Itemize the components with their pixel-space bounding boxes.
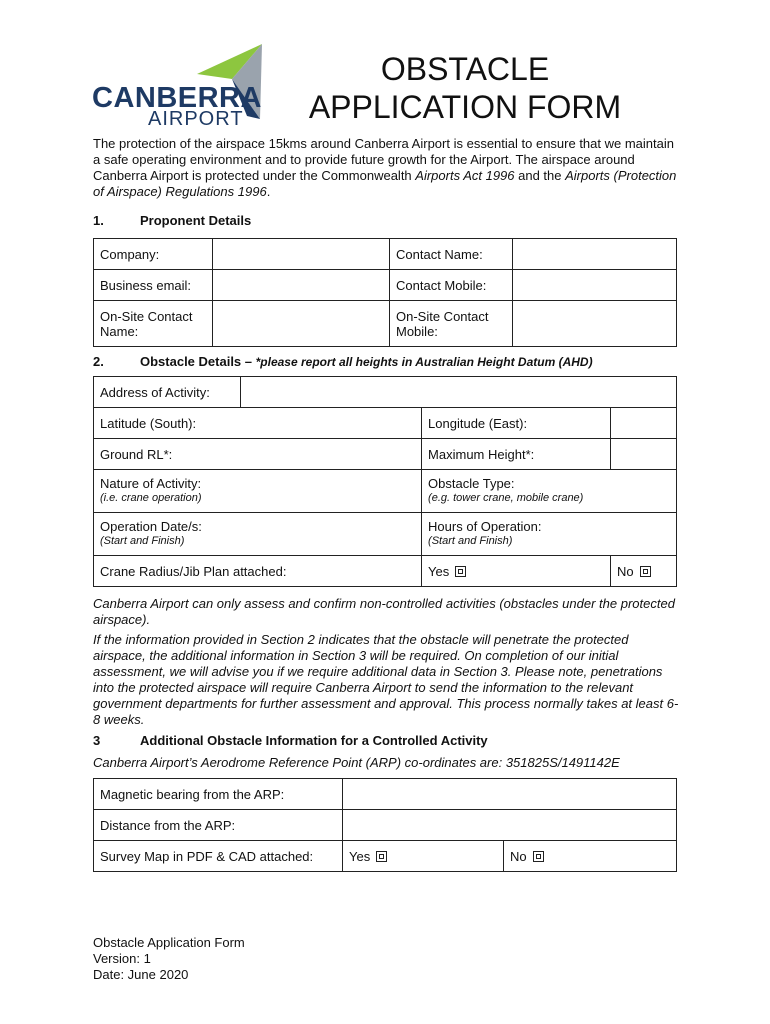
crane-no-cell[interactable] <box>611 556 677 587</box>
company-input[interactable] <box>213 239 390 270</box>
contact-name-input[interactable] <box>513 239 677 270</box>
footer-date: Date: June 2020 <box>93 967 189 982</box>
proponent-details-table <box>93 238 677 347</box>
section-2-heading <box>93 354 593 369</box>
survey-yes-cell[interactable] <box>343 841 504 872</box>
nature-cell <box>94 470 422 513</box>
survey-yes-checkbox[interactable] <box>376 851 387 862</box>
survey-no-label: No <box>510 848 527 864</box>
section-2-note: *please report all heights in Australian Height Datum (AHD) <box>255 355 593 369</box>
contact-mobile-input[interactable] <box>513 270 677 301</box>
table-row <box>94 556 677 587</box>
obstacle-details-table <box>93 376 677 587</box>
latitude-label: Latitude (South): <box>100 415 197 431</box>
section-1-title: Proponent Details <box>140 213 252 228</box>
table-row <box>94 779 677 810</box>
page-title <box>300 50 630 126</box>
intro-and: and the <box>514 168 566 183</box>
table-row <box>94 513 677 556</box>
table-row <box>94 470 677 513</box>
bearing-label: Magnetic bearing from the ARP: <box>94 779 343 810</box>
dates-label: Operation Date/s: <box>100 519 202 534</box>
title-line-2: APPLICATION FORM <box>308 89 622 125</box>
section-2-number: 2. <box>93 354 104 369</box>
onsite-contact-mobile-input[interactable] <box>513 301 677 347</box>
obstacle-type-label: Obstacle Type: <box>428 476 515 491</box>
crane-yes-checkbox[interactable] <box>455 566 466 577</box>
logo-text-airport: AIRPORT <box>148 108 244 130</box>
table-row <box>94 239 677 270</box>
obstacle-type-cell <box>422 470 677 513</box>
intro-act: Airports Act 1996 <box>415 168 515 183</box>
survey-no-cell[interactable] <box>504 841 677 872</box>
obstacle-type-hint: (e.g. tower crane, mobile crane) <box>428 492 584 504</box>
company-label: Company: <box>94 239 213 270</box>
document-footer <box>93 935 245 983</box>
contact-name-label: Contact Name: <box>390 239 513 270</box>
crane-plan-label: Crane Radius/Jib Plan attached: <box>94 556 422 587</box>
address-input[interactable] <box>241 377 677 408</box>
business-email-input[interactable] <box>213 270 390 301</box>
intro-end: . <box>266 184 271 199</box>
section-1-heading <box>93 213 251 228</box>
intro-paragraph <box>93 136 683 200</box>
survey-yes-label: Yes <box>349 848 371 864</box>
crane-yes-cell[interactable] <box>422 556 611 587</box>
contact-mobile-label: Contact Mobile: <box>390 270 513 301</box>
table-row <box>94 810 677 841</box>
footer-version: Version: 1 <box>93 951 151 966</box>
distance-label: Distance from the ARP: <box>94 810 343 841</box>
onsite-contact-name-label: On-Site Contact Name: <box>94 301 213 347</box>
hours-hint: (Start and Finish) <box>428 535 513 547</box>
crane-yes-label: Yes <box>428 563 450 579</box>
table-row <box>94 841 677 872</box>
logo-text-canberra: CANBERRA <box>92 82 262 114</box>
section-1-number: 1. <box>93 213 104 228</box>
title-line-1: OBSTACLE <box>380 51 550 87</box>
latitude-label-cell <box>94 408 422 439</box>
section-3-number: 3 <box>93 733 101 748</box>
hours-label: Hours of Operation: <box>428 519 542 534</box>
survey-no-checkbox[interactable] <box>533 851 544 862</box>
address-label: Address of Activity: <box>94 377 241 408</box>
dates-hint: (Start and Finish) <box>100 535 185 547</box>
penetration-note: If the information provided in Section 2 indicates that the obstacle will penetrate the protected airspace, the additional information in Section 3 will be required. On completion of our initial assessment, we will advise you if we require additional data in Section 3. Please note, penetrations into the protected airspace will require Canberra Airport to send the information to the relevant government departments for further assessment and approval. This process normally takes at least 6-8 weeks. <box>93 632 679 727</box>
business-email-label: Business email: <box>94 270 213 301</box>
ground-rl-label: Ground RL*: <box>94 439 422 470</box>
intro-regs: Airports (Protection of Airspace) Regulations 1996 <box>93 168 677 199</box>
crane-no-checkbox[interactable] <box>640 566 651 577</box>
distance-input[interactable] <box>343 810 677 841</box>
footer-form-name: Obstacle Application Form <box>93 935 245 950</box>
onsite-contact-name-input[interactable] <box>213 301 390 347</box>
arp-coordinates: Canberra Airport’s Aerodrome Reference Point (ARP) co-ordinates are: 351825S/1491142E <box>93 755 620 770</box>
dates-cell <box>94 513 422 556</box>
max-height-input[interactable] <box>611 439 677 470</box>
hours-cell <box>422 513 677 556</box>
nature-hint: (i.e. crane operation) <box>100 492 202 504</box>
table-row <box>94 439 677 470</box>
section-2-title: Obstacle Details – <box>140 354 256 369</box>
bearing-input[interactable] <box>343 779 677 810</box>
section-3-title: Additional Obstacle Information for a Controlled Activity <box>140 733 488 748</box>
table-row <box>94 301 677 347</box>
controlled-activity-table <box>93 778 677 872</box>
nature-label: Nature of Activity: <box>100 476 202 491</box>
longitude-label: Longitude (East): <box>422 408 611 439</box>
longitude-input[interactable] <box>611 408 677 439</box>
table-row <box>94 408 677 439</box>
crane-no-label: No <box>617 563 634 579</box>
survey-map-label: Survey Map in PDF & CAD attached: <box>94 841 343 872</box>
table-row <box>94 377 677 408</box>
canberra-airport-logo <box>92 44 272 134</box>
section-3-heading <box>93 733 488 748</box>
max-height-label: Maximum Height*: <box>422 439 611 470</box>
table-row <box>94 270 677 301</box>
intro-text: The protection of the airspace 15kms around Canberra Airport is essential to ensure that we maintain a safe operating environment and to provide future growth for the Airport. The airspace around Canberra Airport is protected under the Commonwealth <box>93 136 674 183</box>
onsite-contact-mobile-label: On-Site Contact Mobile: <box>390 301 513 347</box>
non-controlled-note: Canberra Airport can only assess and confirm non-controlled activities (obstacles under the protected airspace). <box>93 596 675 627</box>
